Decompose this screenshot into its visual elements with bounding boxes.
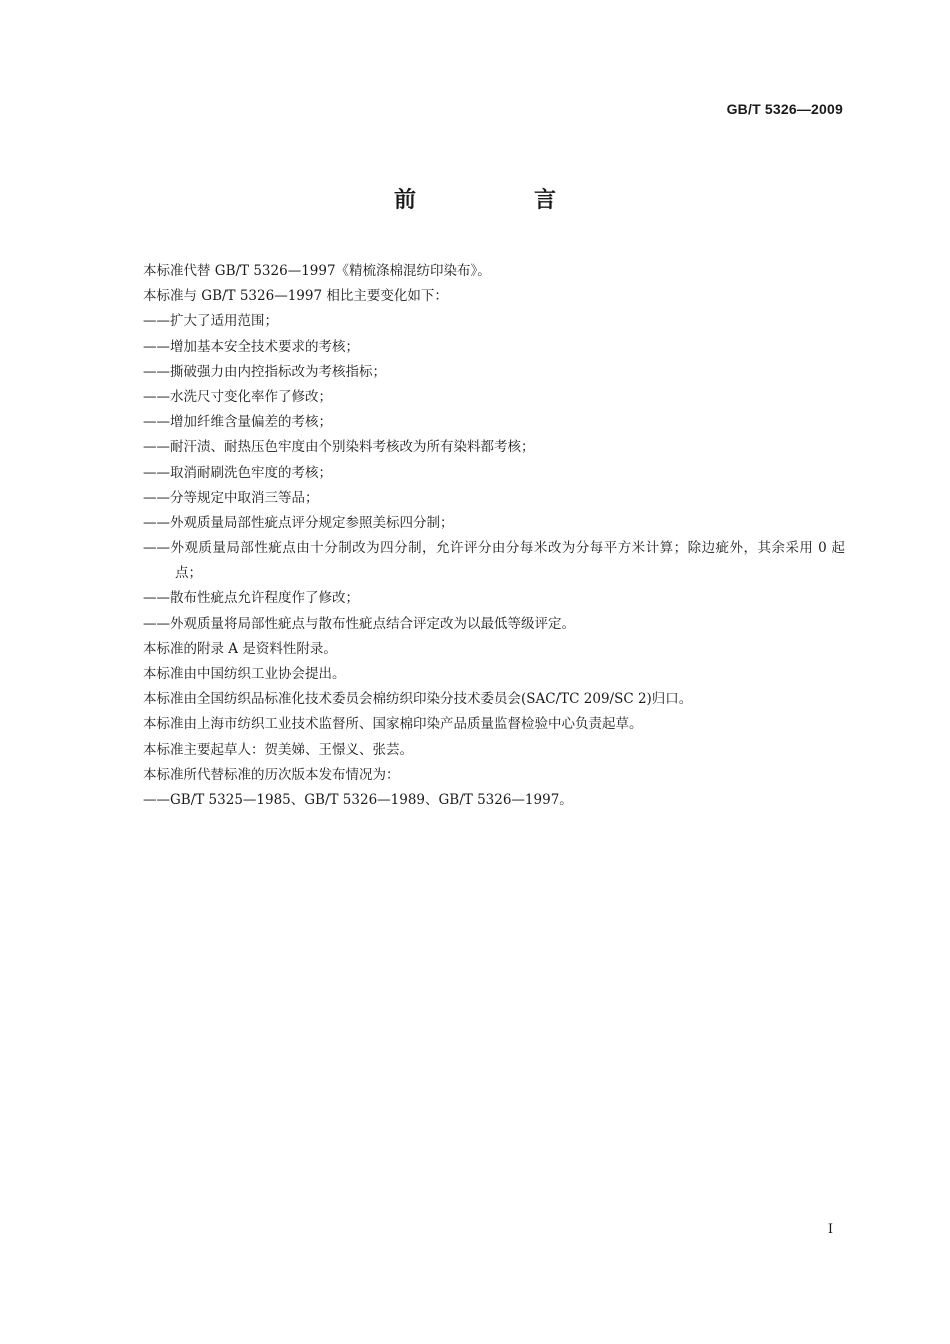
page-title: 前 言 — [393, 188, 604, 213]
list-item: ——分等规定中取消三等品； — [143, 489, 319, 506]
paragraph: 本标准由上海市纺织工业技术监督所、国家棉印染产品质量监督检验中心负责起草。 — [143, 716, 643, 733]
standard-code: GB/T 5326—2009 — [726, 101, 843, 117]
paragraph: 本标准与 GB/T 5326—1997 相比主要变化如下： — [143, 288, 448, 305]
paragraph: 本标准由中国纺织工业协会提出。 — [143, 666, 346, 683]
list-item: ——取消耐刷洗色牢度的考核； — [143, 464, 332, 481]
list-item: ——外观质量将局部性疵点与散布性疵点结合评定改为以最低等级评定。 — [143, 615, 575, 632]
list-item: ——扩大了适用范围； — [143, 313, 278, 330]
list-item: ——外观质量局部性疵点评分规定参照美标四分制； — [143, 514, 454, 531]
paragraph: 本标准主要起草人：贺美娣、王憬义、张芸。 — [143, 741, 413, 758]
paragraph: 本标准的附录 A 是资料性附录。 — [143, 640, 337, 657]
list-item: ——散布性疵点允许程度作了修改； — [143, 590, 359, 607]
list-item: ——增加纤维含量偏差的考核； — [143, 414, 332, 431]
foreword-body — [143, 259, 845, 813]
paragraph: 本标准由全国纺织品标准化技术委员会棉纺织印染分技术委员会(SAC/TC 209/SC 2)归口。 — [143, 691, 693, 708]
list-item: ——增加基本安全技术要求的考核； — [143, 338, 359, 355]
paragraph: 本标准所代替标准的历次版本发布情况为： — [143, 766, 400, 783]
list-item: ——撕破强力由内控指标改为考核指标； — [143, 363, 386, 380]
list-item: ——外观质量局部性疵点由十分制改为四分制，允许评分由分每米改为分每平方米计算；除边疵外，其余采用 0 起点； — [143, 540, 845, 582]
list-item: ——GB/T 5325—1985、GB/T 5326—1989、GB/T 5326—1997。 — [143, 791, 573, 808]
page-number: I — [827, 1222, 833, 1237]
list-item: ——耐汗渍、耐热压色牢度由个别染料考核改为所有染料都考核； — [143, 439, 535, 456]
paragraph: 本标准代替 GB/T 5326—1997《精梳涤棉混纺印染布》。 — [143, 263, 491, 279]
list-item: ——水洗尺寸变化率作了修改； — [143, 388, 332, 405]
